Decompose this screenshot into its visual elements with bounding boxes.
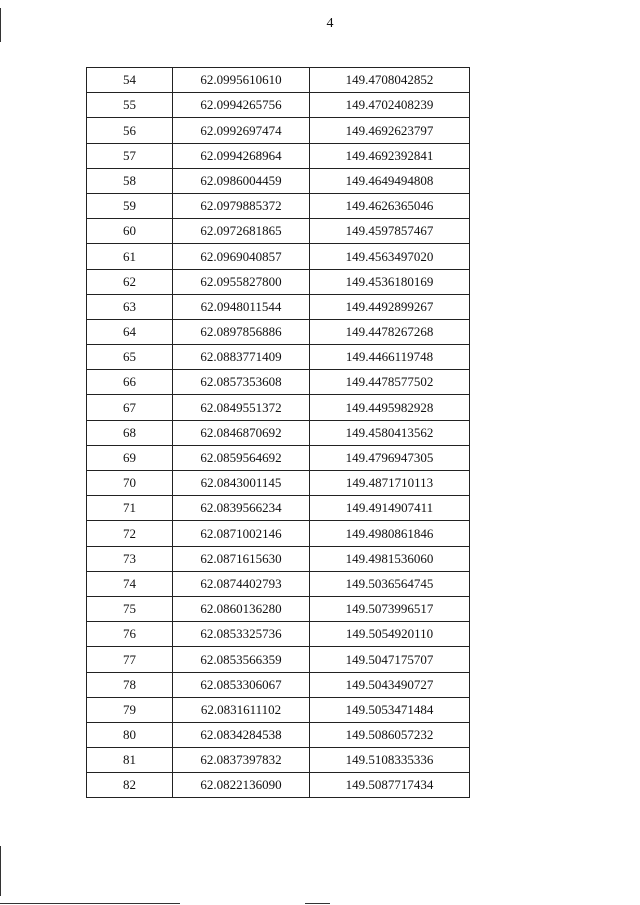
table-row (87, 546, 470, 571)
longitude-cell: 149.5043490727 (310, 672, 470, 697)
latitude-cell: 62.0843001145 (173, 471, 310, 496)
table-row (87, 496, 470, 521)
table-row (87, 68, 470, 93)
latitude-cell: 62.0969040857 (173, 244, 310, 269)
latitude-cell: 62.0822136090 (173, 773, 310, 798)
scan-edge-mark-left (0, 8, 1, 42)
point-number-cell: 57 (87, 143, 173, 168)
scan-edge-mark-bottom (0, 903, 180, 904)
latitude-cell: 62.0853306067 (173, 672, 310, 697)
page-number: 4 (326, 16, 334, 31)
table-row (87, 244, 470, 269)
table-row (87, 395, 470, 420)
point-number-cell: 80 (87, 722, 173, 747)
longitude-cell: 149.5073996517 (310, 596, 470, 621)
point-number-cell: 62 (87, 269, 173, 294)
table-row (87, 319, 470, 344)
latitude-cell: 62.0871615630 (173, 546, 310, 571)
longitude-cell: 149.4702408239 (310, 93, 470, 118)
latitude-cell: 62.0992697474 (173, 118, 310, 143)
coordinates-table-body (87, 68, 470, 798)
longitude-cell: 149.5087717434 (310, 773, 470, 798)
table-row (87, 219, 470, 244)
longitude-cell: 149.4980861846 (310, 521, 470, 546)
table-row (87, 697, 470, 722)
table-row (87, 722, 470, 747)
table-row (87, 168, 470, 193)
point-number-cell: 55 (87, 93, 173, 118)
table-row (87, 93, 470, 118)
latitude-cell: 62.0839566234 (173, 496, 310, 521)
latitude-cell: 62.0972681865 (173, 219, 310, 244)
table-row (87, 118, 470, 143)
table-row (87, 672, 470, 697)
longitude-cell: 149.4626365046 (310, 193, 470, 218)
point-number-cell: 76 (87, 622, 173, 647)
latitude-cell: 62.0874402793 (173, 571, 310, 596)
longitude-cell: 149.5053471484 (310, 697, 470, 722)
table-row (87, 622, 470, 647)
table-row (87, 773, 470, 798)
table-row (87, 143, 470, 168)
point-number-cell: 54 (87, 68, 173, 93)
longitude-cell: 149.4692392841 (310, 143, 470, 168)
longitude-cell: 149.4536180169 (310, 269, 470, 294)
longitude-cell: 149.4492899267 (310, 294, 470, 319)
scan-edge-mark-left-lower (0, 846, 1, 896)
point-number-cell: 65 (87, 345, 173, 370)
table-row (87, 370, 470, 395)
point-number-cell: 74 (87, 571, 173, 596)
point-number-cell: 56 (87, 118, 173, 143)
latitude-cell: 62.0883771409 (173, 345, 310, 370)
latitude-cell: 62.0979885372 (173, 193, 310, 218)
table-row (87, 269, 470, 294)
point-number-cell: 61 (87, 244, 173, 269)
latitude-cell: 62.0853325736 (173, 622, 310, 647)
table-row (87, 471, 470, 496)
longitude-cell: 149.4692623797 (310, 118, 470, 143)
longitude-cell: 149.5108335336 (310, 748, 470, 773)
longitude-cell: 149.4796947305 (310, 445, 470, 470)
longitude-cell: 149.4649494808 (310, 168, 470, 193)
longitude-cell: 149.4478577502 (310, 370, 470, 395)
longitude-cell: 149.4580413562 (310, 420, 470, 445)
longitude-cell: 149.4981536060 (310, 546, 470, 571)
latitude-cell: 62.0994268964 (173, 143, 310, 168)
point-number-cell: 66 (87, 370, 173, 395)
longitude-cell: 149.4871710113 (310, 471, 470, 496)
latitude-cell: 62.0837397832 (173, 748, 310, 773)
table-row (87, 420, 470, 445)
longitude-cell: 149.4914907411 (310, 496, 470, 521)
latitude-cell: 62.0853566359 (173, 647, 310, 672)
point-number-cell: 75 (87, 596, 173, 621)
latitude-cell: 62.0849551372 (173, 395, 310, 420)
table-row (87, 748, 470, 773)
latitude-cell: 62.0994265756 (173, 93, 310, 118)
point-number-cell: 69 (87, 445, 173, 470)
table-row (87, 571, 470, 596)
point-number-cell: 72 (87, 521, 173, 546)
latitude-cell: 62.0846870692 (173, 420, 310, 445)
latitude-cell: 62.0897856886 (173, 319, 310, 344)
point-number-cell: 59 (87, 193, 173, 218)
table-row (87, 596, 470, 621)
table-row (87, 193, 470, 218)
latitude-cell: 62.0986004459 (173, 168, 310, 193)
longitude-cell: 149.4466119748 (310, 345, 470, 370)
latitude-cell: 62.0831611102 (173, 697, 310, 722)
longitude-cell: 149.4495982928 (310, 395, 470, 420)
longitude-cell: 149.5047175707 (310, 647, 470, 672)
point-number-cell: 67 (87, 395, 173, 420)
point-number-cell: 78 (87, 672, 173, 697)
table-row (87, 445, 470, 470)
latitude-cell: 62.0857353608 (173, 370, 310, 395)
table-row (87, 294, 470, 319)
point-number-cell: 70 (87, 471, 173, 496)
table-row (87, 345, 470, 370)
table-row (87, 647, 470, 672)
point-number-cell: 81 (87, 748, 173, 773)
longitude-cell: 149.5054920110 (310, 622, 470, 647)
latitude-cell: 62.0859564692 (173, 445, 310, 470)
point-number-cell: 71 (87, 496, 173, 521)
latitude-cell: 62.0948011544 (173, 294, 310, 319)
point-number-cell: 64 (87, 319, 173, 344)
point-number-cell: 58 (87, 168, 173, 193)
longitude-cell: 149.4708042852 (310, 68, 470, 93)
scan-edge-mark-bottom-right (305, 903, 330, 904)
point-number-cell: 77 (87, 647, 173, 672)
latitude-cell: 62.0860136280 (173, 596, 310, 621)
latitude-cell: 62.0955827800 (173, 269, 310, 294)
point-number-cell: 73 (87, 546, 173, 571)
longitude-cell: 149.4563497020 (310, 244, 470, 269)
latitude-cell: 62.0834284538 (173, 722, 310, 747)
point-number-cell: 60 (87, 219, 173, 244)
latitude-cell: 62.0871002146 (173, 521, 310, 546)
longitude-cell: 149.4478267268 (310, 319, 470, 344)
longitude-cell: 149.5036564745 (310, 571, 470, 596)
coordinates-table (86, 67, 470, 798)
point-number-cell: 63 (87, 294, 173, 319)
point-number-cell: 68 (87, 420, 173, 445)
table-row (87, 521, 470, 546)
longitude-cell: 149.5086057232 (310, 722, 470, 747)
longitude-cell: 149.4597857467 (310, 219, 470, 244)
point-number-cell: 79 (87, 697, 173, 722)
latitude-cell: 62.0995610610 (173, 68, 310, 93)
point-number-cell: 82 (87, 773, 173, 798)
